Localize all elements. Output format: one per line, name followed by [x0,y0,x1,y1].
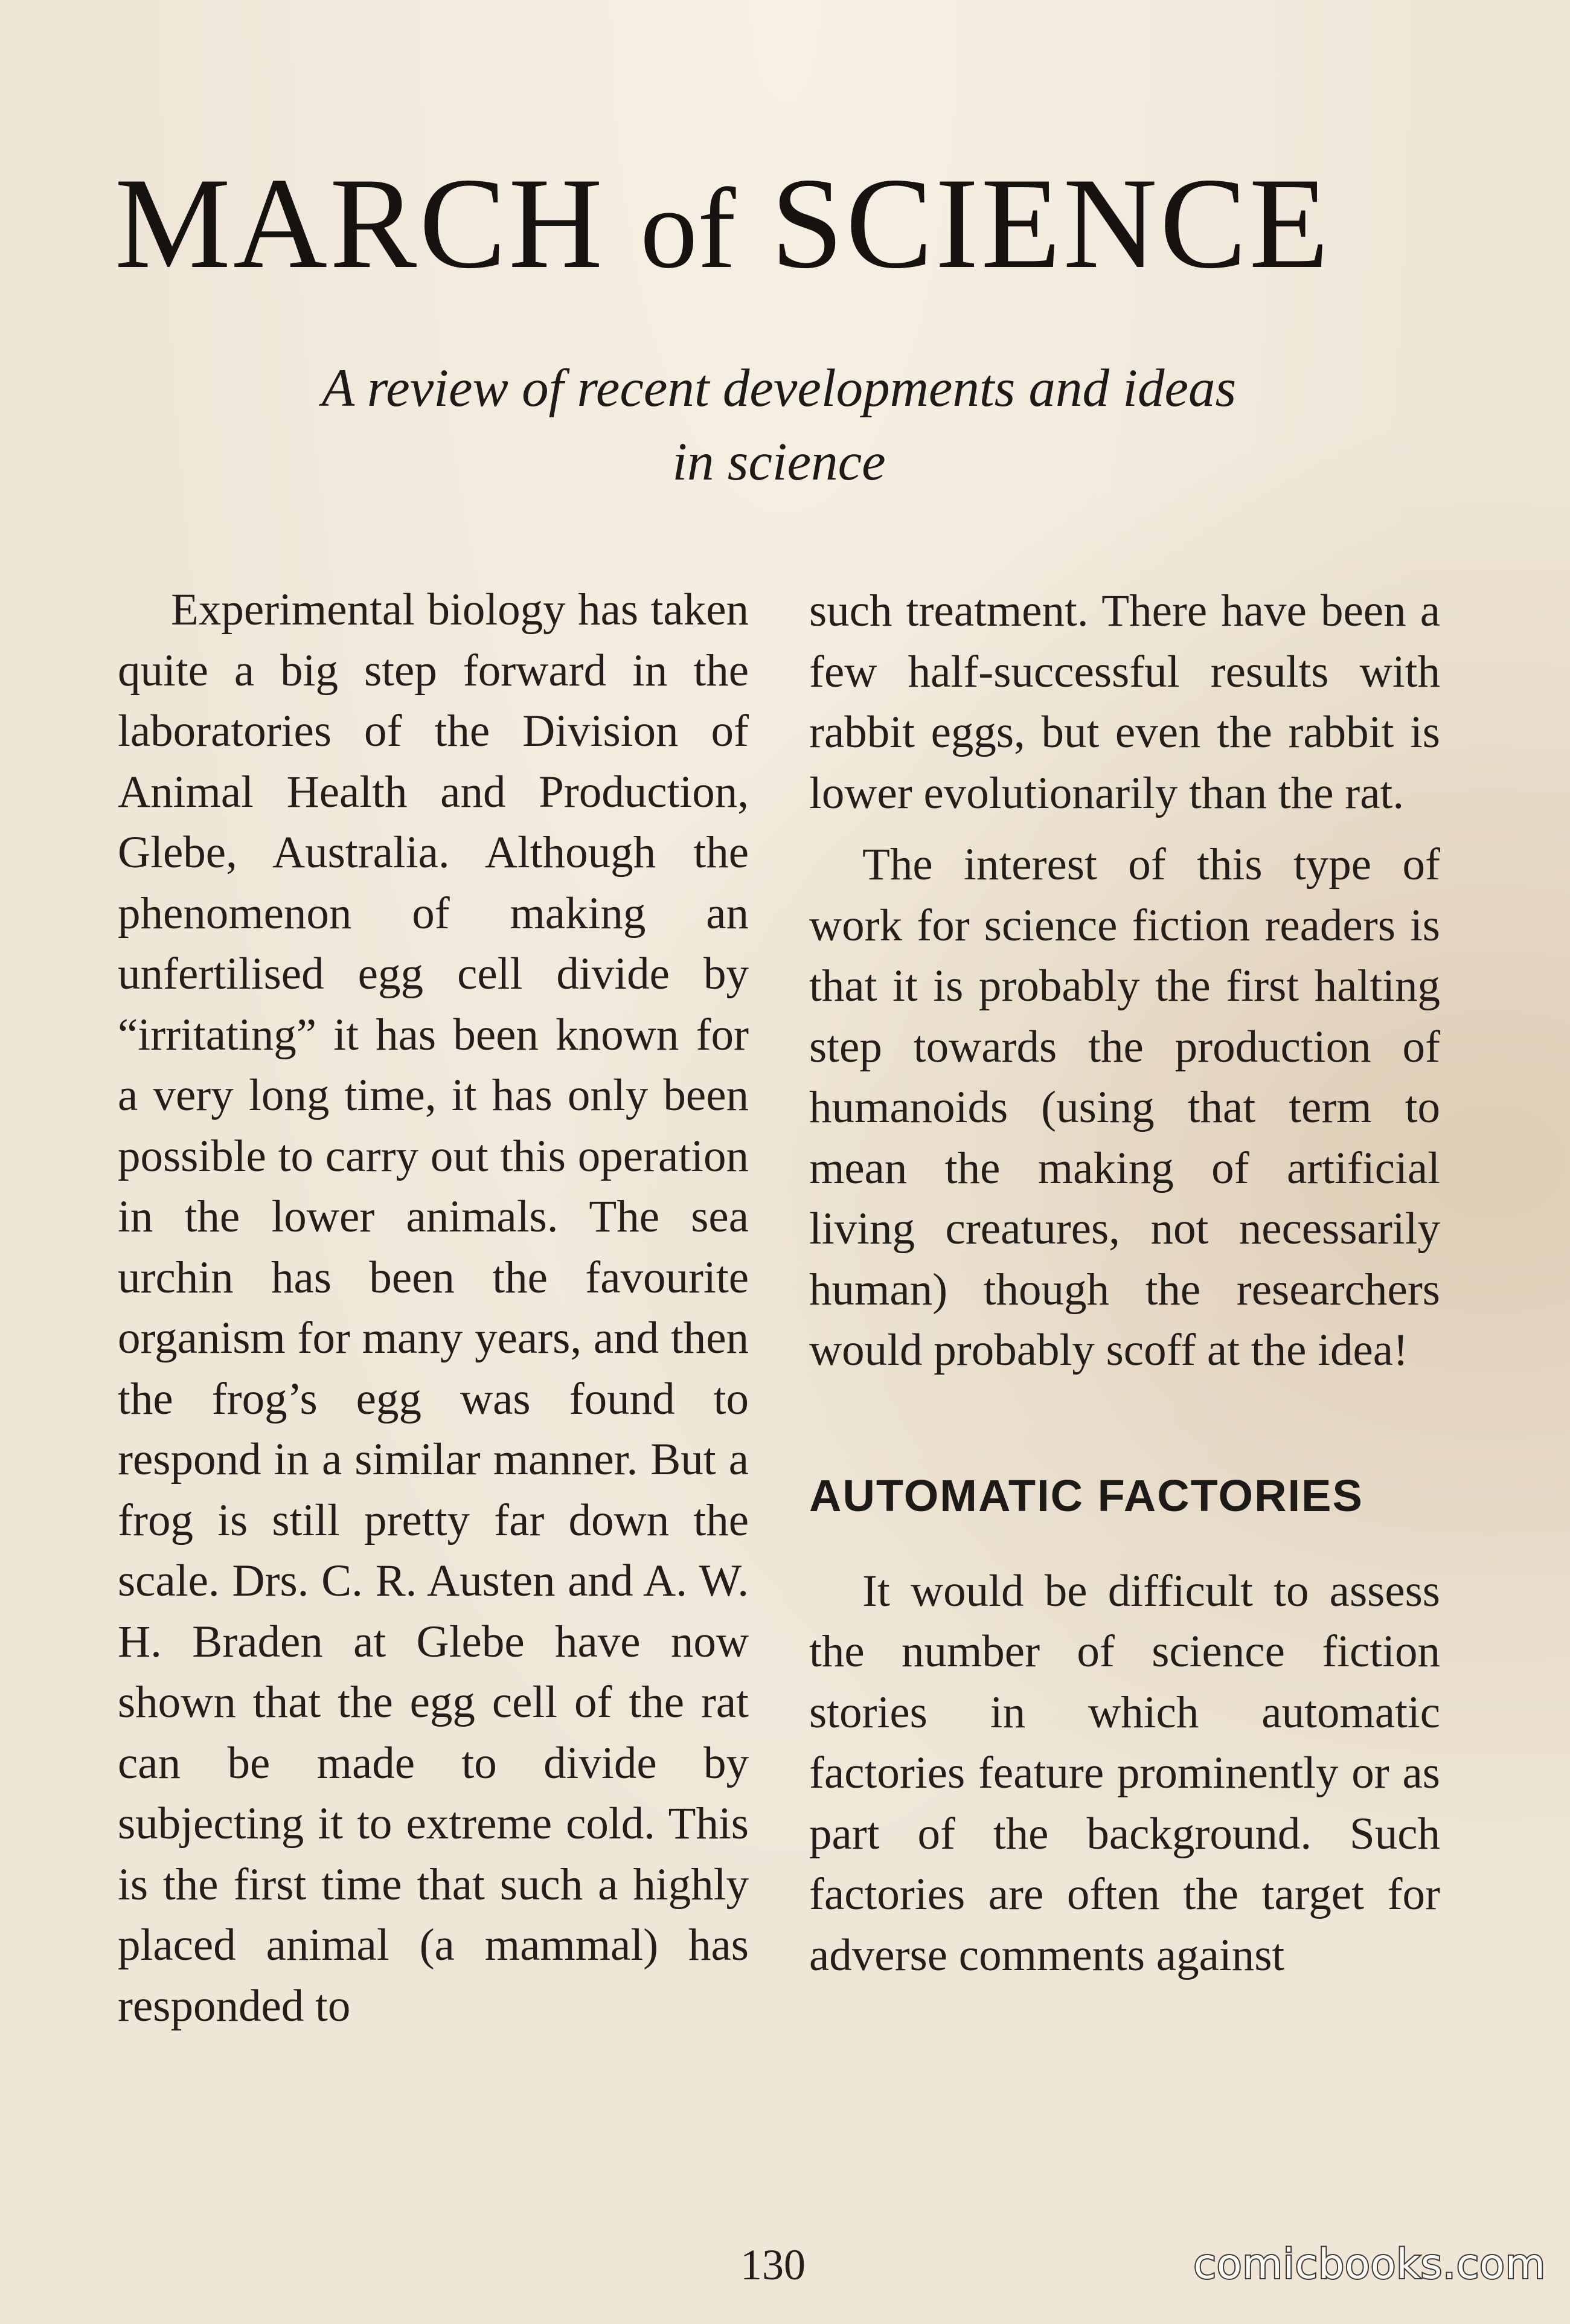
article-paragraph-humanoids: The interest of this type of work for science fiction readers is that it is probably the first halting step towards the production of humanoids (using that term to mean the making of artificial living creatures, not necessarily human) though the researchers would probably scoff at the idea! [809,839,1440,1375]
source-watermark: comicbooks.com [1193,2241,1546,2288]
title-word-march: MARCH [115,151,606,295]
page-subtitle [121,351,1437,499]
left-column [118,580,749,2037]
subtitle-line-2: in science [672,432,886,492]
section-heading-automatic-factories: AUTOMATIC FACTORIES [809,1470,1363,1521]
article-paragraph-factories: It would be difficult to assess the number of science fiction stories in which automatic factories feature prominently or as part of the background. Such factories are often the target for adverse comments against [809,1565,1440,1980]
right-column [809,581,1440,1986]
article-paragraph-continued: such treatment. There have been a few half-successful results with rabbit eggs, but even the rabbit is lower evolutionarily than the rat. [809,586,1440,818]
page-number: 130 [740,2241,806,2289]
subtitle-line-1: A review of recent developments and ideas [321,359,1237,418]
page-title [115,151,1455,301]
article-paragraph-biology: Experimental biology has taken quite a big step forward in the laboratories of the Division of Animal Health and Production, Glebe, Australia. Although the phenomenon of making an unfertilised egg cell divide by “irritating” it has been known for a very long time, it has only been possible to carry out this operation in the lower animals. The sea urchin has been the favourite organism for many years, and then the frog’s egg was found to respond in a similar manner. But a frog is still pretty far down the scale. Drs. C. R. Austen and A. W. H. Braden at Glebe have now shown that the egg cell of the rat can be made to divide by subjecting it to extreme cold. This is the first time that such a highly placed animal (a mammal) has responded to [118,585,749,2031]
title-word-of: of [640,165,736,292]
title-word-science: SCIENCE [771,151,1331,295]
